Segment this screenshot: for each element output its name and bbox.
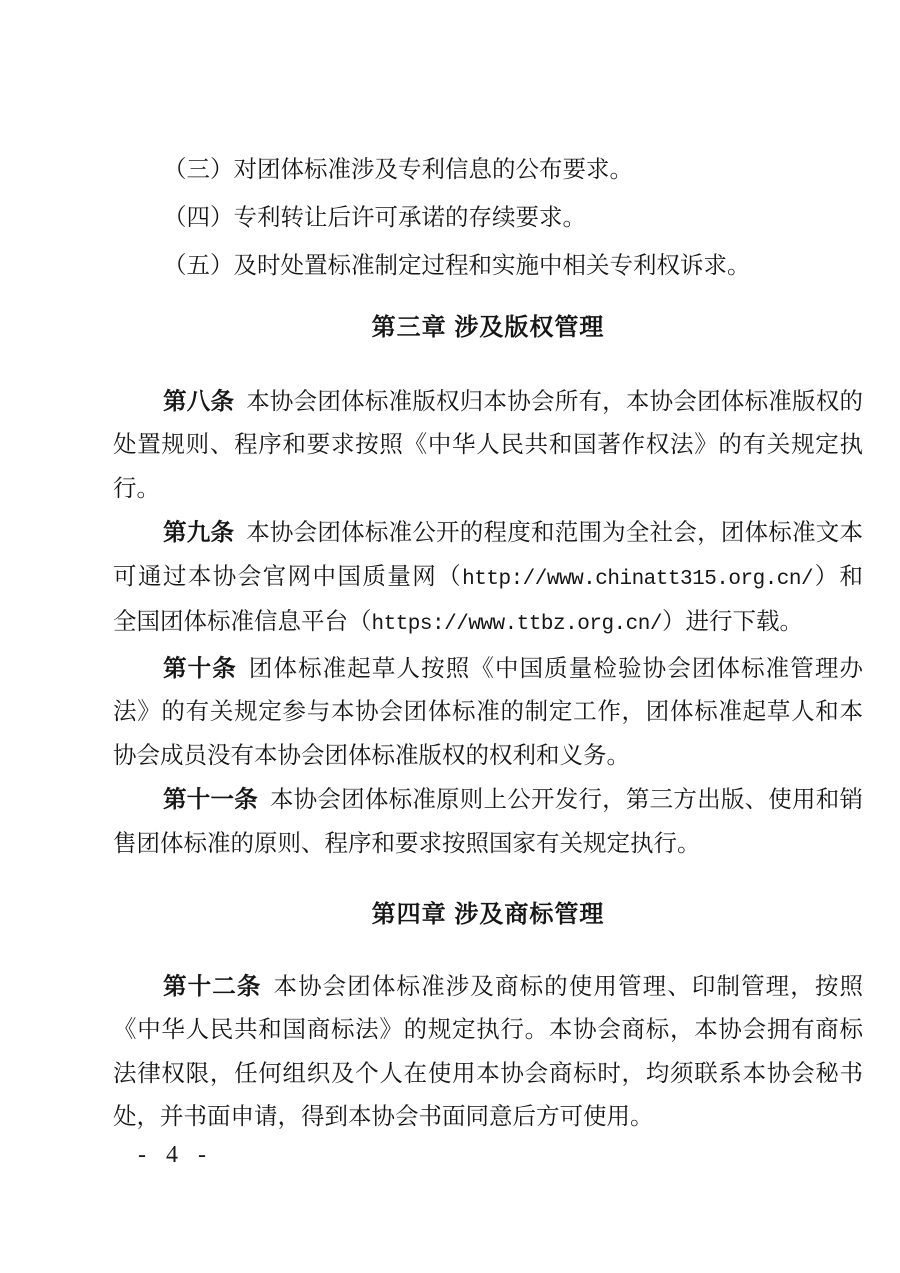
article-9-text-seg2: ）和全国团体标准信息平台（ (113, 563, 864, 635)
article-8-text: 本协会团体标准版权归本协会所有，本协会团体标准版权的处置规则、程序和要求按照《中华人民共和国著作权法》的有关规定执行。 (113, 388, 864, 502)
article-9-paragraph (113, 511, 863, 647)
article-10-paragraph (113, 647, 863, 779)
article-11-label: 第十一条 (163, 786, 258, 812)
article-11-text: 本协会团体标准原则上公开发行，第三方出版、使用和销售团体标准的原则、程序和要求按照国家有关规定执行。 (113, 787, 864, 857)
list-item-5: （五）及时处置标准制定过程和实施中相关专利权诉求。 (163, 253, 751, 279)
article-10-text: 团体标准起草人按照《中国质量检验协会团体标准管理办法》的有关规定参与本协会团体标准的制定工作，团体标准起草人和本协会成员没有本协会团体标准版权的权利和义务。 (113, 655, 864, 769)
article-8-paragraph (113, 380, 863, 512)
numbered-list (113, 146, 863, 290)
list-item-3: （三）对团体标准涉及专利信息的公布要求。 (163, 157, 633, 183)
association-website-url: http://www.chinatt315.org.cn/ (462, 567, 814, 591)
chapter-4-heading: 第四章 涉及商标管理 (371, 901, 605, 928)
chapter-3-heading: 第三章 涉及版权管理 (371, 314, 605, 341)
article-12-text: 本协会团体标准涉及商标的使用管理、印制管理，按照《中华人民共和国商标法》的规定执行。本协会商标，本协会拥有商标法律权限，任何组织及个人在使用本协会商标时，均须联系本协会秘书处，并书面申请，得到本协会书面同意后方可使用。 (113, 973, 864, 1130)
page-number: - 4 - (138, 1142, 213, 1168)
article-11-paragraph (113, 778, 863, 866)
document-content (113, 146, 863, 1140)
article-9-text-seg3: ）进行下载。 (661, 609, 803, 635)
article-12-paragraph (113, 965, 863, 1140)
article-12-label: 第十二条 (163, 972, 262, 999)
article-9-text-seg1: 本协会团体标准公开的程度和范围为全社会，团体标准文本可通过本协会官网中国质量网（ (113, 520, 864, 590)
ttbz-platform-url: https://www.ttbz.org.cn/ (371, 613, 662, 636)
article-9-label: 第九条 (163, 519, 235, 545)
list-item-4: （四）专利转让后许可承诺的存续要求。 (163, 205, 586, 231)
article-10-label: 第十条 (163, 654, 237, 681)
article-8-label: 第八条 (163, 387, 235, 414)
